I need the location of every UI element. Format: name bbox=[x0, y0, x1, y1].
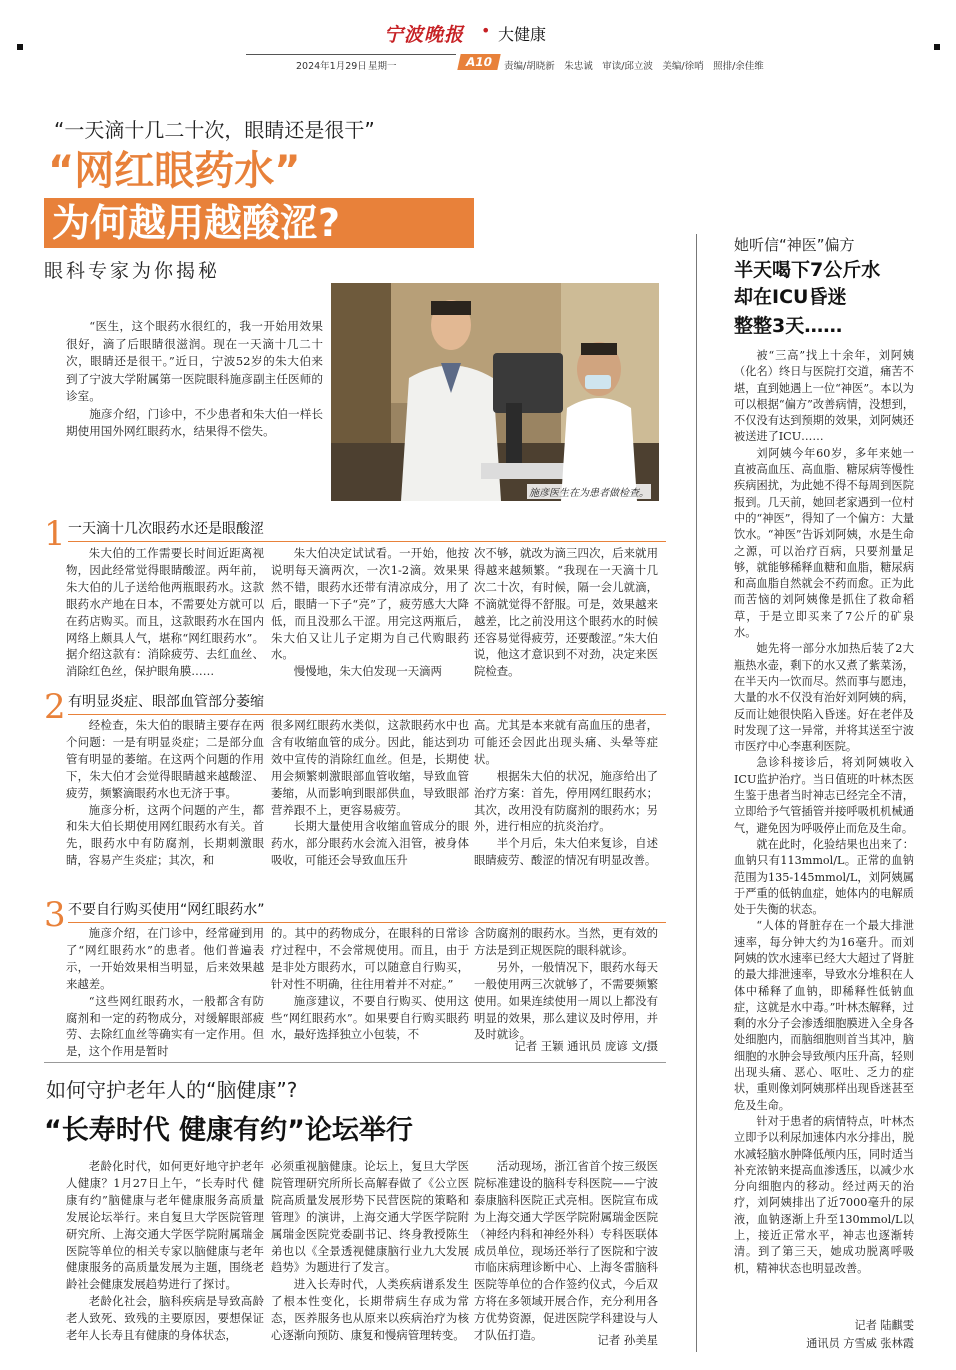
section-title: 一天滴十几次眼药水还是眼酸涩 bbox=[68, 519, 666, 542]
masthead-dot: • bbox=[481, 21, 491, 40]
masthead-rule bbox=[246, 54, 456, 55]
section-3-signature: 记者 王颖 通讯员 庞谚 文/摄 bbox=[514, 1039, 658, 1053]
page-number-badge: A10 bbox=[457, 54, 500, 70]
section-2-col-2 bbox=[271, 717, 469, 887]
main-subtitle: 眼科专家为你揭秘 bbox=[44, 260, 221, 282]
corner-mark-right bbox=[934, 44, 940, 50]
section-number: 3 bbox=[44, 895, 66, 935]
paragraph: 施彦介绍，在门诊中，经常碰到用了“网红眼药水”的患者。他们普遍表示，一开始效果相当明显，后来效果越来越差。 bbox=[66, 926, 264, 991]
editor-credits: 责编/胡晓新 朱忠诚 审读/邱立波 美编/徐哨 照排/余佳维 bbox=[504, 61, 764, 72]
section-name: 大健康 bbox=[498, 25, 547, 44]
paragraph: 次不够，就改为滴三四次，后来就用得越来越频繁。“我现在一天滴十几次二十次，有时候，隔一会儿就滴，不滴就觉得不舒服。可是，效果越来越差，比之前没用这个眼药水的时候还容易觉得疲劳，还要酸涩。”朱大伯说，他这才意识到不对劲，决定来医院检查。 bbox=[474, 546, 658, 679]
paragraph: 刘阿姨今年60岁，多年来她一直被高血压、高血脂、糖尿病等慢性疾病困扰，为此她不得不每周到医院报到。几天前，她回老家遇到一位村中的“神医”，得知了一个偏方：大量饮水。“神医”告诉刘阿姨，水是生命之源，可以治疗百病，只要剂量足够，就能够稀释血糖和血脂，糖尿病和高血脂自然就会不药而愈。正为此而苦恼的刘阿姨像是抓住了救命稻草，于是立即买来了7公斤的矿泉水。 bbox=[734, 446, 914, 640]
paragraph: 被“三高”找上十余年，刘阿姨（化名）终日与医院打交道，痛苦不堪，直到她遇上一位“神医”。本以为可以根据“偏方”改善病情，没想到，不仅没有达到预期的效果，刘阿姨还被送进了ICU…… bbox=[734, 349, 914, 444]
intro-paragraph: “医生，这个眼药水很红的，我一开始用效果很好，滴了后眼睛很滋润。现在一天滴十几二十次，眼睛还是很干。”近日，宁波52岁的朱大伯来到了宁波大学附属第一医院眼科施彦副主任医师的诊室。 bbox=[66, 319, 323, 403]
forum-col-2 bbox=[271, 1158, 469, 1344]
forum-signature: 记者 孙美星 bbox=[597, 1333, 658, 1347]
paragraph: 朱大伯决定试试看。一开始，他按说明每天滴两次，一次1-2滴。效果果然不错，眼药水还带有清凉成分，用了后，眼睛一下子“亮”了，疲劳感大大降低，而且没那么干涩。用完这两瓶后，朱大伯又让儿子定期为自己代购眼药水。 bbox=[271, 546, 469, 662]
column-divider bbox=[696, 234, 697, 1352]
paragraph: 活动现场，浙江省首个按三级医院标准建设的脑科专科医院——宁波泰康脑科医院正式亮相。医院宣布成为上海交通大学医学院附属瑞金医院（神经内科和神经外科）专科医联体成员单位，现场还举行了医院和宁波市临床病理诊断中心、上海冬雷脑科医院等单位的合作签约仪式，今后双方将在多领域开展合作，充分利用各方优势资源，促进医院学科建设与人才队伍打造。 bbox=[474, 1159, 658, 1343]
paragraph: 就在此时，化验结果也出来了：血钠只有113mmol/L。正常的血钠范围为135-145mmol/L，刘阿姨属于严重的低钠血症，她体内的电解质处于失衡的状态。 bbox=[734, 837, 914, 917]
paragraph: 必须重视脑健康。论坛上，复旦大学医院管理研究所所长高解春做了《公立医院高质量发展形势下民营医院的策略和管理》的演讲，上海交通大学医学院附属瑞金医院党委副书记、终身教授陈生弟也以《全景透视健康脑行业九大发展趋势》为题进行了发言。 bbox=[271, 1159, 469, 1275]
paragraph: 高。尤其是本来就有高血压的患者，可能还会因此出现头痛、头晕等症状。 bbox=[474, 718, 658, 766]
exam-photo bbox=[331, 283, 659, 501]
issue-date: 2024年1月29日 bbox=[296, 61, 367, 72]
side-body bbox=[734, 348, 914, 1313]
paragraph: 急诊科接诊后，将刘阿姨收入ICU监护治疗。当日值班的叶林杰医生鉴于患者当时神志已经完全不清，立即给予气管插管并接呼吸机机械通气，避免因为呼吸停止而危及生命。 bbox=[734, 756, 914, 835]
paragraph: 施彦建议，不要自行购买、使用这些“网红眼药水”。如果要自行购买眼药水，最好选择独立小包装，不 bbox=[271, 993, 469, 1042]
section-title: 不要自行购买使用“网红眼药水” bbox=[68, 900, 666, 923]
paragraph: 老龄化社会，脑科疾病是导致高龄老人致死、致残的主要原因，要想保证老年人长寿且有健康的身体状态， bbox=[66, 1294, 264, 1343]
main-title-line1: “网红眼药水” bbox=[48, 148, 301, 194]
paragraph: 很多网红眼药水类似，这款眼药水中也含有收缩血管的成分。因此，能达到功效中宣传的消除红血丝。但是，长期使用会频繁刺激眼部血管收缩，导致血管萎缩，从而影响到眼部供血，导致眼部营养跟不上，更容易疲劳。 bbox=[271, 718, 469, 817]
paragraph: 长期大量使用含收缩血管成分的眼药水，部分眼药水会流入泪管，被身体吸收，可能还会导致血压升 bbox=[271, 819, 469, 868]
forum-title: “长寿时代 健康有约”论坛举行 bbox=[44, 1115, 413, 1146]
paragraph: 半个月后，朱大伯来复诊，自述眼睛疲劳、酸涩的情况有明显改善。 bbox=[474, 836, 658, 868]
issue-weekday: 星期一 bbox=[368, 61, 397, 72]
side-kicker: 她听信“神医”偏方 bbox=[734, 236, 855, 254]
paragraph: 朱大伯的工作需要长时间近距离视物，因此经常觉得眼睛酸涩。两年前，朱大伯的儿子送给他两瓶眼药水。这款眼药水产地在日本，不需要处方就可以在药店购买。而且，这款眼药水在国内网络上颇具人气，堪称“网红眼药水”。据介绍这款有：消除疲劳、去红血丝、消除红色丝，保护眼角膜…… bbox=[66, 546, 264, 679]
bottom-separator bbox=[44, 1062, 666, 1063]
side-title-line2: 却在ICU昏迷 bbox=[734, 286, 847, 308]
intro-text bbox=[66, 318, 323, 486]
newspaper-logo: 宁波晚报 bbox=[384, 24, 465, 46]
paragraph: 施彦分析，这两个问题的产生，都和朱大伯长期使用网红眼药水有关。首先，眼药水中有防腐剂，长期刺激眼睛，容易产生炎症；其次，和 bbox=[66, 802, 264, 868]
paragraph: 老龄化时代，如何更好地守护老年人健康？1月27日上午，“长寿时代 健康有约”脑健康与老年健康服务高质量发展论坛举行。来自复旦大学医院管理研究所、上海交通大学医学院附属瑞金医院等单位的相关专家以脑健康与老年健康服务的高质量发展为主题，围绕老龄社会健康发展趋势进行了探讨。 bbox=[66, 1159, 264, 1292]
section-3-col-2 bbox=[271, 925, 469, 1057]
paragraph: 慢慢地，朱大伯发现一天滴两 bbox=[293, 664, 442, 679]
side-signature-1: 记者 陆麒雯 bbox=[854, 1319, 914, 1332]
section-1-col-2 bbox=[271, 545, 469, 679]
side-title-line3: 整整3天…… bbox=[734, 315, 843, 337]
section-title: 有明显炎症、眼部血管部分萎缩 bbox=[68, 692, 666, 715]
side-signature-2: 通讯员 方雪威 张林霞 bbox=[806, 1337, 914, 1350]
forum-kicker: 如何守护老年人的“脑健康”? bbox=[46, 1078, 298, 1102]
section-1-col-3 bbox=[474, 545, 658, 679]
forum-col-1 bbox=[66, 1158, 264, 1344]
paragraph: 针对于患者的病情特点，叶林杰立即予以利尿加速体内水分排出，脱水减轻脑水肿降低颅内压，同时适当补充浓钠来提高血渗透压，以减少水分向细胞内的移动。经过两天的治疗，刘阿姨排出了近7000毫升的尿液，血钠逐渐上升至130mmol/L以上，接近正常水平，神志也逐渐转清。到了第三天，她成功脱离呼吸机，精神状态也明显改善。 bbox=[734, 1114, 914, 1275]
masthead bbox=[0, 0, 956, 70]
paragraph: 另外，一般情况下，眼药水每天一般使用两三次就够了，不需要频繁使用。如果连续使用一周以上都没有明显的效果，那么建议及时停用，并及时就诊。 bbox=[474, 959, 658, 1042]
intro-paragraph: 施彦介绍，门诊中，不少患者和朱大伯一样长期使用国外网红眼药水，结果得不偿失。 bbox=[66, 406, 323, 438]
main-kicker: “一天滴十几二十次，眼睛还是很干” bbox=[54, 118, 375, 142]
section-number: 1 bbox=[44, 514, 66, 554]
paragraph: 经检查，朱大伯的眼睛主要存在两个问题：一是有明显炎症；二是部分血管有明显的萎缩。在这两个问题的作用下，朱大伯才会觉得眼睛越来越酸涩、疲劳，频繁滴眼药水也无济于事。 bbox=[66, 718, 264, 800]
side-title-line1: 半天喝下7公斤水 bbox=[734, 259, 881, 281]
paragraph: 含防腐剂的眼药水。当然，更有效的方法是到正规医院的眼科就诊。 bbox=[474, 926, 658, 957]
exam-photo-illustration bbox=[331, 283, 659, 501]
section-1-col-1 bbox=[66, 545, 264, 679]
photo-caption: 施彦医生在为患者做检查。 bbox=[527, 484, 651, 499]
paragraph: “人体的肾脏存在一个最大排泄速率，每分钟大约为16毫升。而刘阿姨的饮水速率已经大大超过了肾脏的最大排泄速率，导致水分堆积在人体中稀释了血钠，即稀释性低钠血症，这就是水中毒。”叶林杰解释，过剩的水分子会渗透细胞膜进入全身各处细胞内，而脑细胞则首当其冲，脑细胞的水肿会导致颅内压升高，轻则出现头痛、恶心、呕吐、乏力的症状，重则像刘阿姨那样出现昏迷甚至危及生命。 bbox=[734, 919, 914, 1112]
paragraph: “这些网红眼药水，一般都含有防腐剂和一定的药物成分，对缓解眼部疲劳、去除红血丝等确实有一定作用。但是，这个作用是暂时 bbox=[66, 993, 264, 1059]
paragraph: 的。其中的药物成分，在眼科的日常诊疗过程中，不会常规使用。而且，由于是非处方眼药水，可以随意自行购买，针对性不明确，往往用着并不对症。” bbox=[271, 926, 469, 991]
section-3-col-1 bbox=[66, 925, 264, 1057]
section-2-col-1 bbox=[66, 717, 264, 887]
section-number: 2 bbox=[44, 687, 66, 727]
section-2-col-3 bbox=[474, 717, 658, 887]
corner-mark-left bbox=[17, 44, 23, 50]
paragraph: 进入长寿时代，人类疾病谱系发生了根本性变化，长期带病生存成为常态，医养服务也从原来以疾病治疗为核心逐渐向预防、康复和慢病管理转变。 bbox=[271, 1277, 469, 1343]
paragraph: 根据朱大伯的状况，施彦给出了治疗方案：首先，停用网红眼药水；其次，改用没有防腐剂的眼药水；另外，进行相应的抗炎治疗。 bbox=[474, 768, 658, 834]
main-title-line2: 为何越用越酸涩? bbox=[52, 201, 341, 245]
paragraph: 她先将一部分水加热后装了2大瓶热水壶，剩下的水又煮了紫菜汤，在半天内一饮而尽。然而事与愿违，大量的水不仅没有治好刘阿姨的病，反而让她很快陷入昏迷。好在老伴及时发现了这一异常，并将其送至宁波市医疗中心李惠利医院。 bbox=[734, 642, 914, 754]
